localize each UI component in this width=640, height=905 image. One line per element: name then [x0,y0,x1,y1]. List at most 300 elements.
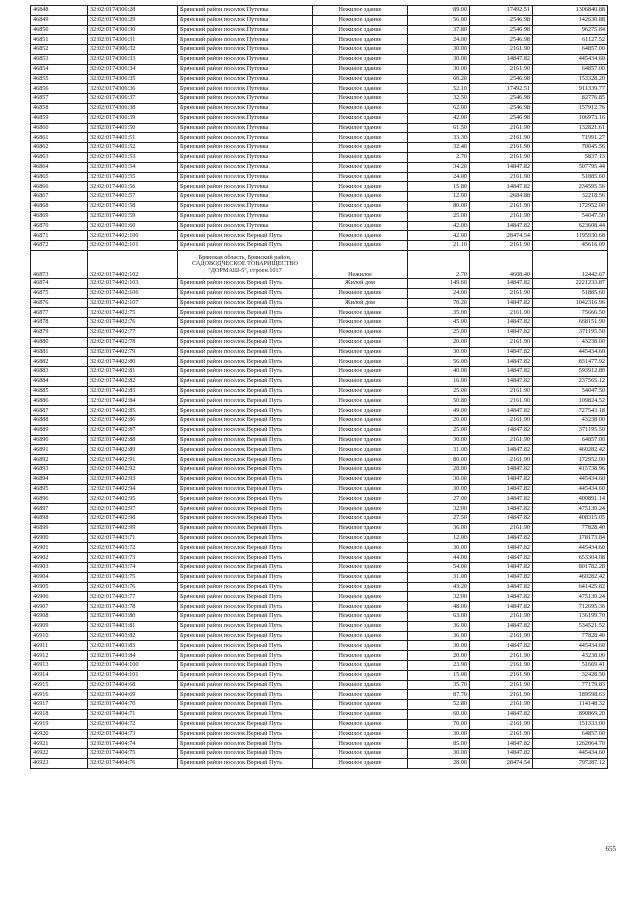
area-cell: 24.00 [408,35,470,45]
row-number-cell: 46853 [31,54,88,64]
cadastral-value-cell: 593912.80 [533,367,608,377]
area-cell: 30.00 [408,641,470,651]
cadastral-value-cell: 445434.60 [533,347,608,357]
object-type-cell: Нежилое здание [313,661,408,671]
object-type-cell: Нежилое здание [313,211,408,221]
row-number-cell: 46890 [31,435,88,445]
table-row [31,250,608,278]
table-row [31,612,608,622]
cadastral-number-cell: 32:02:0174306:28 [88,6,178,16]
address-cell: Брянский район поселок Верный Путь [178,455,313,465]
specific-value-cell: 2161.90 [470,455,533,465]
specific-value-cell: 2161.90 [470,651,533,661]
area-cell: 42.00 [408,221,470,231]
row-number-cell: 46868 [31,201,88,211]
cadastral-value-cell: 106973.16 [533,113,608,123]
row-number-cell: 46903 [31,563,88,573]
address-cell: Брянский район поселок Верный Путь [178,474,313,484]
area-cell: 25.00 [408,425,470,435]
cadastral-number-cell: 32:02:0174401:60 [88,221,178,231]
row-number-cell: 46871 [31,231,88,241]
row-number-cell: 46857 [31,94,88,104]
cadastral-value-cell: 77179.83 [533,680,608,690]
address-cell: Брянский район поселок Верный Путь [178,406,313,416]
area-cell: 25.00 [408,211,470,221]
cadastral-number-cell: 32:02:0174402:79 [88,347,178,357]
table-row [31,553,608,563]
table-row [31,484,608,494]
table-row [31,474,608,484]
cadastral-value-cell: 75666.50 [533,308,608,318]
area-cell: 31.00 [408,445,470,455]
cadastral-value-cell: 460282.42 [533,445,608,455]
area-cell: 25.00 [408,327,470,337]
cadastral-value-cell: 5837.13 [533,152,608,162]
object-type-cell: Нежилое здание [313,327,408,337]
row-number-cell: 46852 [31,45,88,55]
table-row [31,455,608,465]
table-row [31,45,608,55]
specific-value-cell: 2546.98 [470,74,533,84]
cadastral-value-cell: 32218.56 [533,192,608,202]
specific-value-cell: 2546.98 [470,113,533,123]
object-type-cell: Нежилое здание [313,162,408,172]
table-row [31,54,608,64]
area-cell: 30.00 [408,729,470,739]
cadastral-value-cell: 114148.32 [533,700,608,710]
cadastral-value-cell: 12442.67 [533,250,608,278]
object-type-cell: Нежилое здание [313,514,408,524]
cadastral-number-cell: 32:02:0174403:82 [88,631,178,641]
row-number-cell: 46886 [31,396,88,406]
cadastral-value-cell: 157912.76 [533,103,608,113]
object-type-cell: Нежилое здание [313,690,408,700]
row-number-cell: 46909 [31,621,88,631]
specific-value-cell: 2546.98 [470,103,533,113]
cadastral-number-cell: 32:02:0174402:77 [88,327,178,337]
specific-value-cell: 14847.82 [470,749,533,759]
address-cell: Брянский район поселок Верный Путь [178,690,313,700]
area-cell: 24.00 [408,172,470,182]
area-cell: 30.00 [408,347,470,357]
specific-value-cell: 14847.82 [470,602,533,612]
table-row [31,582,608,592]
area-cell: 49.00 [408,406,470,416]
table-row [31,192,608,202]
table-row [31,602,608,612]
row-number-cell: 46885 [31,386,88,396]
row-number-cell: 46901 [31,543,88,553]
area-cell: 61.50 [408,123,470,133]
address-cell: Брянский район поселок Верный Путь [178,445,313,455]
object-type-cell: Нежилое здание [313,523,408,533]
cadastral-number-cell: 32:02:0174402:85 [88,406,178,416]
cadastral-number-cell: 32:02:0174306:39 [88,113,178,123]
table-row [31,201,608,211]
object-type-cell: Нежилое здание [313,54,408,64]
cadastral-number-cell: 32:02:0174403:72 [88,543,178,553]
specific-value-cell: 2161.90 [470,201,533,211]
cadastral-value-cell: 54047.50 [533,386,608,396]
address-cell: Брянский район поселок Верный Путь [178,543,313,553]
specific-value-cell: 2161.90 [470,337,533,347]
table-row [31,631,608,641]
area-cell: 45.00 [408,318,470,328]
object-type-cell: Нежилое здание [313,192,408,202]
specific-value-cell: 17492.51 [470,84,533,94]
cadastral-value-cell: 797287.12 [533,758,608,768]
specific-value-cell: 14847.82 [470,474,533,484]
table-row [31,318,608,328]
table-row [31,298,608,308]
object-type-cell: Нежилое здание [313,152,408,162]
address-cell: Брянский район поселок Путевка [178,15,313,25]
cadastral-value-cell: 61127.52 [533,35,608,45]
area-cell: 33.30 [408,133,470,143]
cadastral-number-cell: 32:02:0174403:77 [88,592,178,602]
area-cell: 60.00 [408,709,470,719]
table-row [31,445,608,455]
specific-value-cell: 2161.90 [470,416,533,426]
cadastral-value-cell: 641425.82 [533,582,608,592]
table-row [31,327,608,337]
area-cell: 36.00 [408,621,470,631]
area-cell: 28.00 [408,465,470,475]
object-type-cell: Нежилое здание [313,631,408,641]
specific-value-cell: 14847.82 [470,543,533,553]
object-type-cell: Нежилое здание [313,84,408,94]
cadastral-value-cell: 151333.00 [533,719,608,729]
area-cell: 30.00 [408,484,470,494]
specific-value-cell: 14847.82 [470,514,533,524]
table-row [31,563,608,573]
object-type-cell: Нежилое здание [313,15,408,25]
cadastral-value-cell: 727543.18 [533,406,608,416]
area-cell: 44.00 [408,553,470,563]
cadastral-number-cell: 32:02:0174402:100 [88,231,178,241]
cadastral-value-cell: 445434.60 [533,474,608,484]
specific-value-cell: 14847.82 [470,563,533,573]
page-number: 655 [605,845,616,853]
area-cell: 27.50 [408,514,470,524]
row-number-cell: 46896 [31,494,88,504]
object-type-cell: Нежилое здание [313,484,408,494]
area-cell: 40.00 [408,367,470,377]
area-cell: 52.80 [408,700,470,710]
table-row [31,94,608,104]
cadastral-value-cell: 400891.14 [533,494,608,504]
row-number-cell: 46876 [31,298,88,308]
area-cell: 32.40 [408,143,470,153]
row-number-cell: 46861 [31,133,88,143]
specific-value-cell: 2161.90 [470,152,533,162]
object-type-cell: Нежилое здание [313,318,408,328]
cadastral-number-cell: 32:02:0174403:73 [88,553,178,563]
object-type-cell: Нежилое здание [313,35,408,45]
area-cell: 89.00 [408,6,470,16]
object-type-cell: Нежилое здание [313,465,408,475]
cadastral-number-cell: 32:02:0174306:32 [88,45,178,55]
area-cell: 23.90 [408,661,470,671]
specific-value-cell: 14847.82 [470,739,533,749]
address-cell: Брянский район поселок Верный Путь [178,709,313,719]
specific-value-cell: 2161.90 [470,308,533,318]
address-cell: Брянский район поселок Верный Путь [178,602,313,612]
cadastral-number-cell: 32:02:0174306:36 [88,84,178,94]
row-number-cell: 46905 [31,582,88,592]
specific-value-cell: 17492.51 [470,6,533,16]
area-cell: 54.00 [408,563,470,573]
object-type-cell: Нежилое здание [313,386,408,396]
row-number-cell: 46899 [31,523,88,533]
row-number-cell: 46916 [31,690,88,700]
specific-value-cell: 2161.90 [470,729,533,739]
cadastral-number-cell: 32:02:0174402:92 [88,465,178,475]
object-type-cell: Нежилое здание [313,729,408,739]
row-number-cell: 46898 [31,514,88,524]
address-cell: Брянский район поселок Верный Путь [178,661,313,671]
specific-value-cell: 2546.98 [470,35,533,45]
cadastral-number-cell: 32:02:0174402:83 [88,386,178,396]
specific-value-cell: 2161.90 [470,64,533,74]
row-number-cell: 46856 [31,84,88,94]
object-type-cell: Нежилое здание [313,474,408,484]
cadastral-value-cell: 801782.28 [533,563,608,573]
row-number-cell: 46875 [31,288,88,298]
cadastral-value-cell: 82776.85 [533,94,608,104]
object-type-cell: Нежилое здание [313,288,408,298]
row-number-cell: 46904 [31,572,88,582]
cadastral-value-cell: 1195930.68 [533,231,608,241]
cadastral-number-cell: 32:02:0174401:54 [88,162,178,172]
table-row [31,425,608,435]
area-cell: 52.10 [408,84,470,94]
cadastral-value-cell: 371195.50 [533,425,608,435]
object-type-cell: Нежилое [313,250,408,278]
specific-value-cell: 14847.82 [470,709,533,719]
address-cell: Брянский район поселок Путевка [178,103,313,113]
area-cell: 32.50 [408,94,470,104]
specific-value-cell: 14847.82 [470,182,533,192]
area-cell: 30.00 [408,543,470,553]
object-type-cell: Жилой дом [313,278,408,288]
table-row [31,641,608,651]
cadastral-value-cell: 534521.52 [533,621,608,631]
specific-value-cell: 14847.82 [470,592,533,602]
cadastral-value-cell: 43238.00 [533,416,608,426]
cadastral-number-cell: 32:02:0174402:102 [88,250,178,278]
address-cell: Брянский район поселок Верный Путь [178,396,313,406]
specific-value-cell: 2161.90 [470,123,533,133]
address-cell: Брянский район поселок Верный Путь [178,425,313,435]
cadastral-number-cell: 32:02:0174402:81 [88,367,178,377]
row-number-cell: 46913 [31,661,88,671]
area-cell: 12.00 [408,533,470,543]
table-row [31,700,608,710]
table-row [31,113,608,123]
cadastral-number-cell: 32:02:0174403:80 [88,612,178,622]
table-row [31,543,608,553]
cadastral-value-cell: 32428.50 [533,670,608,680]
table-row [31,123,608,133]
cadastral-number-cell: 32:02:0174404:68 [88,680,178,690]
address-cell: Брянский район поселок Путевка [178,25,313,35]
object-type-cell: Нежилое здание [313,367,408,377]
cadastral-value-cell: 831477.92 [533,357,608,367]
object-type-cell: Нежилое здание [313,6,408,16]
address-cell: Брянский район поселок Верный Путь [178,592,313,602]
address-cell: Брянский район поселок Путевка [178,162,313,172]
address-cell: Брянский район поселок Путевка [178,54,313,64]
cadastral-value-cell: 71991.27 [533,133,608,143]
row-number-cell: 46919 [31,719,88,729]
address-cell: Брянский район поселок Верный Путь [178,241,313,251]
address-cell: Брянский район поселок Путевка [178,182,313,192]
cadastral-number-cell: 32:02:0174401:57 [88,192,178,202]
table-row [31,719,608,729]
specific-value-cell: 14847.82 [470,494,533,504]
object-type-cell: Нежилое здание [313,494,408,504]
specific-value-cell: 14847.82 [470,533,533,543]
object-type-cell: Нежилое здание [313,739,408,749]
cadastral-value-cell: 64857.00 [533,435,608,445]
address-cell: Брянский район поселок Верный Путь [178,651,313,661]
row-number-cell: 46893 [31,465,88,475]
cadastral-value-cell: 890869.20 [533,709,608,719]
area-cell: 48.00 [408,602,470,612]
cadastral-value-cell: 408315.05 [533,514,608,524]
specific-value-cell: 4608.40 [470,250,533,278]
cadastral-value-cell: 96275.84 [533,25,608,35]
row-number-cell: 46860 [31,123,88,133]
cadastral-value-cell: 1262064.70 [533,739,608,749]
object-type-cell: Нежилое здание [313,308,408,318]
cadastral-value-cell: 43238.00 [533,651,608,661]
specific-value-cell: 2161.90 [470,288,533,298]
object-type-cell: Нежилое здание [313,45,408,55]
object-type-cell: Нежилое здание [313,445,408,455]
area-cell: 70.20 [408,298,470,308]
cadastral-number-cell: 32:02:0174404:101 [88,670,178,680]
row-number-cell: 46879 [31,327,88,337]
object-type-cell: Нежилое здание [313,347,408,357]
address-cell: Брянский район поселок Путевка [178,221,313,231]
cadastral-number-cell: 32:02:0174404:72 [88,719,178,729]
table-row [31,308,608,318]
cadastral-number-cell: 32:02:0174404:70 [88,700,178,710]
specific-value-cell: 14847.82 [470,425,533,435]
object-type-cell: Нежилое здание [313,612,408,622]
cadastral-value-cell: 51669.41 [533,661,608,671]
specific-value-cell: 2684.88 [470,192,533,202]
row-number-cell: 46921 [31,739,88,749]
area-cell: 85.00 [408,739,470,749]
object-type-cell: Нежилое здание [313,396,408,406]
address-cell: Брянский район поселок Верный Путь [178,533,313,543]
address-cell: Брянский район поселок Путевка [178,6,313,16]
address-cell: Брянский район поселок Верный Путь [178,553,313,563]
object-type-cell: Нежилое здание [313,582,408,592]
cadastral-value-cell: 70045.56 [533,143,608,153]
specific-value-cell: 2161.90 [470,612,533,622]
cadastral-number-cell: 32:02:0174306:31 [88,35,178,45]
table-row [31,64,608,74]
row-number-cell: 46880 [31,337,88,347]
specific-value-cell: 14847.82 [470,504,533,514]
address-cell: Брянский район поселок Путевка [178,74,313,84]
table-row [31,739,608,749]
cadastral-number-cell: 32:02:0174402:95 [88,494,178,504]
table-row [31,494,608,504]
table-row [31,661,608,671]
row-number-cell: 46917 [31,700,88,710]
area-cell: 56.00 [408,15,470,25]
area-cell: 2.70 [408,152,470,162]
row-number-cell: 46873 [31,250,88,278]
address-cell: Брянский район поселок Путевка [178,64,313,74]
specific-value-cell: 2161.90 [470,45,533,55]
table-row [31,386,608,396]
cadastral-value-cell: 237565.12 [533,376,608,386]
cadastral-number-cell: 32:02:0174402:88 [88,435,178,445]
table-row [31,651,608,661]
object-type-cell: Нежилое здание [313,592,408,602]
address-cell: Брянский район поселок Верный Путь [178,435,313,445]
table-row [31,435,608,445]
area-cell: 36.00 [408,523,470,533]
table-row [31,211,608,221]
cadastral-value-cell: 172952.00 [533,455,608,465]
cadastral-number-cell: 32:02:0174401:56 [88,182,178,192]
cadastral-number-cell: 32:02:0174403:78 [88,602,178,612]
object-type-cell: Нежилое здание [313,74,408,84]
cadastral-value-cell: 371195.50 [533,327,608,337]
object-type-cell: Нежилое здание [313,602,408,612]
address-cell: Брянский район поселок Верный Путь [178,563,313,573]
area-cell: 60.20 [408,74,470,84]
area-cell: 16.00 [408,376,470,386]
cadastral-value-cell: 668151.90 [533,318,608,328]
cadastral-number-cell: 32:02:0174402:78 [88,337,178,347]
object-type-cell: Нежилое здание [313,621,408,631]
table-row [31,690,608,700]
row-number-cell: 46855 [31,74,88,84]
row-number-cell: 46907 [31,602,88,612]
address-cell: Брянский район поселок Верный Путь [178,700,313,710]
specific-value-cell: 14847.82 [470,376,533,386]
address-cell: Брянский район поселок Верный Путь [178,465,313,475]
row-number-cell: 46869 [31,211,88,221]
area-cell: 30.00 [408,749,470,759]
address-cell: Брянский район поселок Верный Путь [178,621,313,631]
address-cell: Брянский район поселок Верный Путь [178,612,313,622]
area-cell: 15.80 [408,182,470,192]
cadastral-value-cell: 54047.50 [533,211,608,221]
row-number-cell: 46881 [31,347,88,357]
address-cell: Брянский район поселок Верный Путь [178,641,313,651]
cadastral-number-cell: 32:02:0174306:34 [88,64,178,74]
cadastral-number-cell: 32:02:0174402:91 [88,455,178,465]
row-number-cell: 46900 [31,533,88,543]
row-number-cell: 46874 [31,278,88,288]
cadastral-number-cell: 32:02:0174402:107 [88,298,178,308]
table-row [31,288,608,298]
specific-value-cell: 2161.90 [470,719,533,729]
area-cell: 42.00 [408,231,470,241]
table-row [31,504,608,514]
object-type-cell: Нежилое здание [313,94,408,104]
object-type-cell: Нежилое здание [313,133,408,143]
